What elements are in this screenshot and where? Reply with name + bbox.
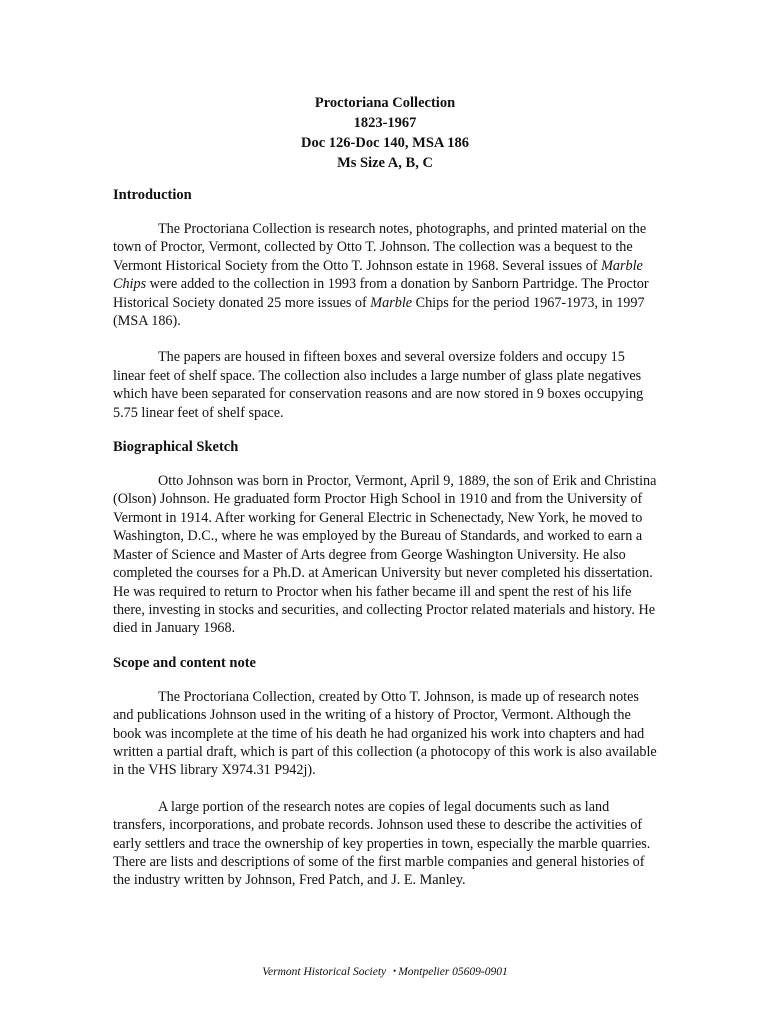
collection-docs: Doc 126-Doc 140, MSA 186 — [301, 135, 469, 151]
scope-paragraph-1: The Proctoriana Collection, created by Otto T. Johnson, is made up of research notes and publications Johnson used in the writing of a history of Proctor, Vermont. Although the book was incomplete at the time of his death he had organized his work into chapters and had written a partial draft, which is part of this collection (a photocopy of this work is also available in the VHS library X974.31 P942j). — [113, 688, 657, 779]
collection-dates: 1823-1967 — [353, 115, 417, 131]
document-body — [113, 186, 658, 908]
collection-size: Ms Size A, B, C — [337, 155, 433, 171]
introduction-paragraph-1 — [113, 220, 658, 330]
footer-bullet: • — [393, 966, 397, 976]
title-block — [0, 93, 770, 173]
scope-heading: Scope and content note — [113, 654, 256, 671]
collection-title: Proctoriana Collection — [314, 95, 456, 111]
intro-text-a: The Proctoriana Collection is research notes, photographs, and printed material on the town of Proctor, Vermont, collected by Otto T. Johnson. The collection was a bequest to the Vermont Historical Society from the Otto T. Johnson estate in 1968. Several issues of — [113, 221, 647, 274]
intro-text-c: Chips for the period 1967-1973, in 1997 (MSA 186). — [113, 294, 645, 330]
introduction-paragraph-2: The papers are housed in fifteen boxes and several oversize folders and occupy 15 linear feet of shelf space. The collection also includes a large number of glass plate negatives which have been separated for conservation reasons and are now stored in 9 boxes occupying 5.75 linear feet of shelf space. — [113, 349, 644, 421]
intro-emphasis-marble: Marble — [370, 294, 413, 311]
footer-org: Vermont Historical Society — [262, 966, 387, 978]
footer-location: Montpelier 05609-0901 — [398, 966, 508, 978]
intro-text-b: were added to the collection in 1993 from a donation by Sanborn Partridge. The Proctor Historical Society donated 25 more issues of — [113, 276, 649, 311]
intro-emphasis-marble-chips: Marble Chips — [113, 257, 643, 293]
page-footer — [0, 963, 770, 980]
introduction-heading: Introduction — [113, 187, 192, 203]
biography-heading: Biographical Sketch — [113, 439, 239, 456]
scope-paragraph-2: A large portion of the research notes are copies of legal documents such as land transfers, incorporations, and probate records. Johnson used these to describe the activities of early settlers and trace the ownership of key properties in town, especially the marble quarries. There are lists and descriptions of some of the first marble companies and general histories of the industry written by Johnson, Fred Patch, and J. E. Manley. — [113, 798, 651, 889]
biography-paragraph-1: Otto Johnson was born in Proctor, Vermont, April 9, 1889, the son of Erik and Christina (Olson) Johnson. He graduated form Proctor High School in 1910 and from the University of Vermont in 1914. After working for General Electric in Schenectady, New York, he moved to Washington, D.C., where he was employed by the Bureau of Standards, and worked to earn a Master of Science and Master of Arts degree from George Washington University. He also completed the courses for a Ph.D. at American University but never completed his dissertation. He was required to return to Proctor when his father became ill and spent the rest of his life there, investing in stocks and securities, and collecting Proctor related materials and history. He died in January 1968. — [113, 473, 657, 637]
